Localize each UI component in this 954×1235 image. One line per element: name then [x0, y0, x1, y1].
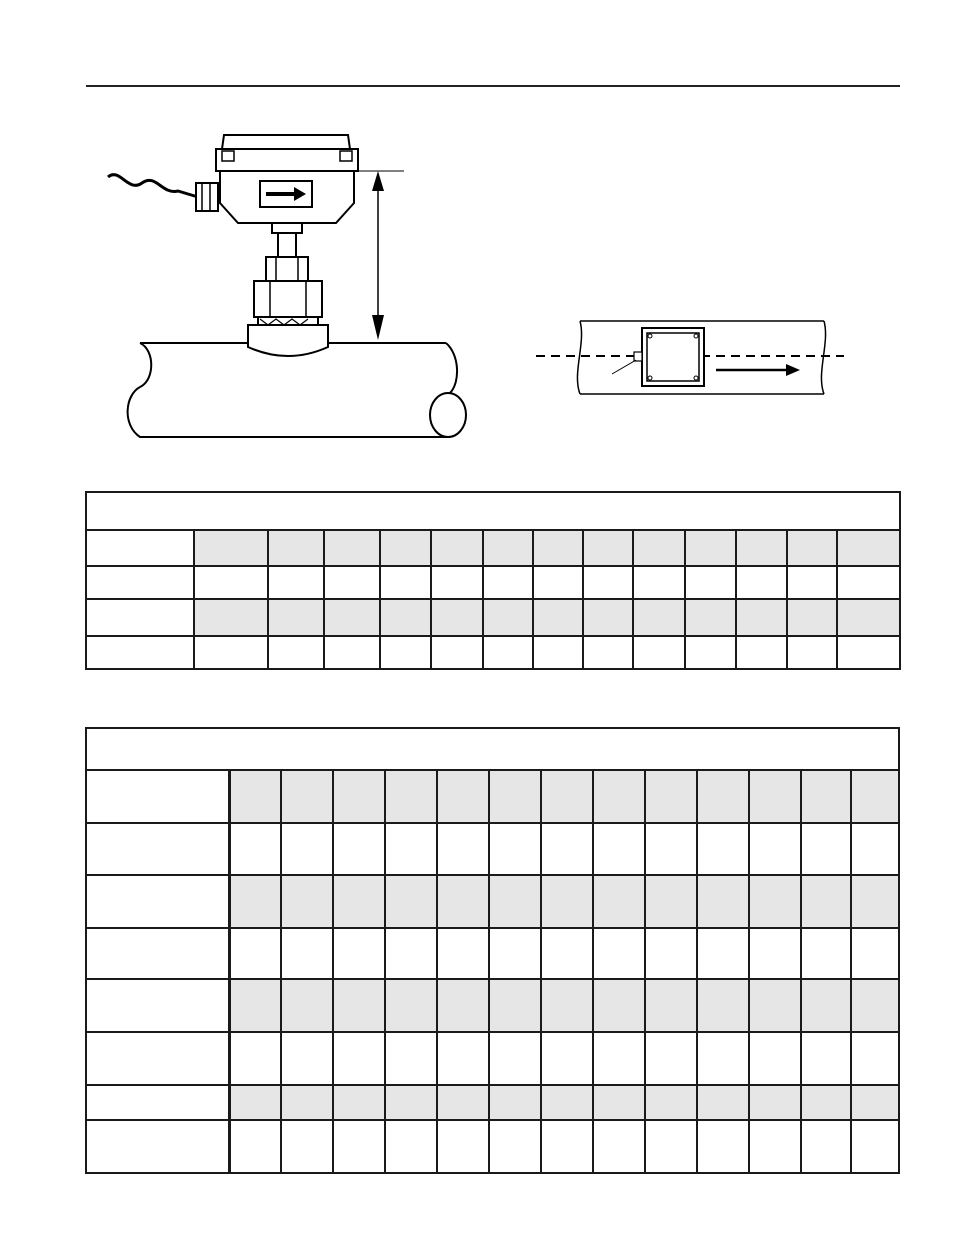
row-label [86, 599, 194, 636]
table-cell [437, 1120, 489, 1173]
table-cell [837, 566, 900, 599]
table-cell [697, 823, 749, 875]
table-cell [324, 530, 380, 566]
table-cell [749, 1032, 801, 1085]
table-cell [268, 599, 324, 636]
table-cell [385, 770, 437, 823]
table-cell [533, 636, 583, 669]
table-cell [489, 1085, 541, 1120]
table-cell [194, 530, 268, 566]
table-cell [385, 823, 437, 875]
table-cell [194, 636, 268, 669]
row-label [86, 979, 229, 1032]
table-cell [281, 1085, 333, 1120]
table-title [86, 728, 899, 770]
table-cell [633, 599, 685, 636]
table-cell [697, 875, 749, 928]
table-cell [431, 636, 483, 669]
table-cell [736, 599, 787, 636]
table-cell [437, 979, 489, 1032]
table-cell [685, 599, 736, 636]
table-cell [697, 1032, 749, 1085]
table-cell [437, 770, 489, 823]
cable-icon [108, 175, 198, 197]
table-cell [489, 979, 541, 1032]
table-cell [749, 823, 801, 875]
table-cell [685, 530, 736, 566]
table-cell [633, 636, 685, 669]
sensor-housing-icon [216, 135, 358, 223]
table-cell [583, 636, 633, 669]
table-cell [645, 928, 697, 979]
table-cell [851, 770, 899, 823]
table-cell [645, 770, 697, 823]
table-cell [749, 875, 801, 928]
table-cell [851, 928, 899, 979]
table-cell [380, 599, 431, 636]
table-cell [281, 875, 333, 928]
table-cell [801, 1085, 851, 1120]
table-cell [736, 530, 787, 566]
table-cell [333, 875, 385, 928]
table-cell [645, 1085, 697, 1120]
table-cell [801, 1032, 851, 1085]
table-cell [437, 1032, 489, 1085]
table-cell [489, 823, 541, 875]
table-cell [489, 1032, 541, 1085]
table-cell [541, 1085, 593, 1120]
dimension-arrow-icon [358, 171, 404, 340]
table-row [86, 1085, 899, 1120]
table-cell [837, 636, 900, 669]
table-cell [851, 1085, 899, 1120]
table-cell [533, 566, 583, 599]
table-cell [801, 823, 851, 875]
table-cell [697, 979, 749, 1032]
table-cell [229, 823, 281, 875]
table-cell [541, 823, 593, 875]
table-cell [489, 928, 541, 979]
table-cell [593, 1085, 645, 1120]
table-row [86, 928, 899, 979]
table-cell [583, 530, 633, 566]
table-cell [533, 530, 583, 566]
table-cell [333, 928, 385, 979]
table-cell [593, 1120, 645, 1173]
table-cell [645, 875, 697, 928]
table-1 [85, 491, 901, 670]
table-cell [380, 530, 431, 566]
cable-gland-icon [196, 183, 218, 211]
table-cell [583, 599, 633, 636]
table-cell [333, 1085, 385, 1120]
table-cell [380, 636, 431, 669]
table-cell [593, 875, 645, 928]
table-cell [437, 1085, 489, 1120]
table-cell [593, 928, 645, 979]
table-cell [697, 1085, 749, 1120]
row-label [86, 1032, 229, 1085]
row-label [86, 636, 194, 669]
table-row [86, 1120, 899, 1173]
table-cell [593, 770, 645, 823]
table-cell [633, 566, 685, 599]
table-cell [749, 1085, 801, 1120]
table-row [86, 1032, 899, 1085]
table-cell [385, 875, 437, 928]
table-cell [229, 928, 281, 979]
table-cell [749, 979, 801, 1032]
table-cell [837, 530, 900, 566]
table-cell [593, 1032, 645, 1085]
table-cell [324, 636, 380, 669]
row-label [86, 530, 194, 566]
table-cell [851, 875, 899, 928]
table-cell [697, 928, 749, 979]
table-cell [787, 566, 837, 599]
row-label [86, 1085, 229, 1120]
table-cell [333, 1120, 385, 1173]
table-cell [281, 1120, 333, 1173]
row-label [86, 566, 194, 599]
table-cell [749, 770, 801, 823]
table-cell [483, 636, 533, 669]
table-cell [787, 530, 837, 566]
header-rule [86, 85, 900, 87]
table-cell [633, 530, 685, 566]
table-cell [380, 566, 431, 599]
table-row [86, 979, 899, 1032]
table-cell [194, 599, 268, 636]
table-row [86, 823, 899, 875]
table-cell [736, 636, 787, 669]
table-cell [385, 1120, 437, 1173]
side-view-figure [100, 125, 480, 450]
table-cell [685, 566, 736, 599]
row-label [86, 1120, 229, 1173]
table-cell [489, 1120, 541, 1173]
table-cell [801, 1120, 851, 1173]
table-row [86, 770, 899, 823]
table-cell [229, 770, 281, 823]
table-cell [229, 1085, 281, 1120]
table-cell [333, 979, 385, 1032]
table-cell [787, 599, 837, 636]
row-label [86, 823, 229, 875]
table-cell [437, 928, 489, 979]
table-cell [801, 875, 851, 928]
table-cell [431, 599, 483, 636]
table-cell [749, 1120, 801, 1173]
table-cell [489, 770, 541, 823]
table-cell [851, 1120, 899, 1173]
table-cell [333, 770, 385, 823]
table-cell [541, 875, 593, 928]
leader-line-icon [612, 360, 636, 374]
table-cell [385, 1085, 437, 1120]
table-cell [541, 1032, 593, 1085]
table-cell [437, 823, 489, 875]
table-cell [483, 530, 533, 566]
table-cell [229, 875, 281, 928]
table-cell [489, 875, 541, 928]
table-cell [645, 1032, 697, 1085]
table-cell [541, 1120, 593, 1173]
table-cell [281, 770, 333, 823]
table-cell [851, 979, 899, 1032]
table-cell [801, 928, 851, 979]
table-cell [268, 636, 324, 669]
table-title [86, 492, 900, 530]
flow-arrow-icon [716, 364, 800, 376]
table-row [86, 599, 900, 636]
table-cell [541, 928, 593, 979]
table-row [86, 530, 900, 566]
table-cell [685, 636, 736, 669]
row-label [86, 875, 229, 928]
fitting-icon [248, 223, 328, 356]
row-label [86, 928, 229, 979]
table-cell [333, 823, 385, 875]
table-row [86, 875, 899, 928]
table-cell [736, 566, 787, 599]
row-label [86, 770, 229, 823]
table-cell [801, 770, 851, 823]
table-cell [229, 979, 281, 1032]
table-cell [281, 928, 333, 979]
table-cell [645, 979, 697, 1032]
table-cell [593, 823, 645, 875]
table-cell [583, 566, 633, 599]
table-cell [697, 770, 749, 823]
table-cell [281, 1032, 333, 1085]
table-cell [645, 823, 697, 875]
table-cell [787, 636, 837, 669]
table-cell [697, 1120, 749, 1173]
table-cell [533, 599, 583, 636]
table-cell [437, 875, 489, 928]
table-cell [645, 1120, 697, 1173]
table-cell [229, 1120, 281, 1173]
table-cell [268, 566, 324, 599]
table-cell [851, 1032, 899, 1085]
table-cell [281, 823, 333, 875]
table-cell [593, 979, 645, 1032]
table-cell [385, 1032, 437, 1085]
table-cell [268, 530, 324, 566]
sensor-body-icon [634, 328, 704, 386]
table-cell [324, 566, 380, 599]
table-cell [541, 979, 593, 1032]
table-cell [385, 928, 437, 979]
table-cell [851, 823, 899, 875]
table-cell [333, 1032, 385, 1085]
table-cell [801, 979, 851, 1032]
table-cell [229, 1032, 281, 1085]
table-cell [483, 566, 533, 599]
table-row [86, 566, 900, 599]
table-cell [749, 928, 801, 979]
table-cell [431, 566, 483, 599]
table-2 [85, 727, 900, 1174]
table-cell [385, 979, 437, 1032]
pipe-icon [128, 343, 466, 437]
table-cell [431, 530, 483, 566]
table-cell [483, 599, 533, 636]
table-row [86, 636, 900, 669]
table-cell [281, 979, 333, 1032]
table-cell [837, 599, 900, 636]
table-cell [324, 599, 380, 636]
top-view-figure [534, 318, 846, 400]
table-cell [541, 770, 593, 823]
table-cell [194, 566, 268, 599]
